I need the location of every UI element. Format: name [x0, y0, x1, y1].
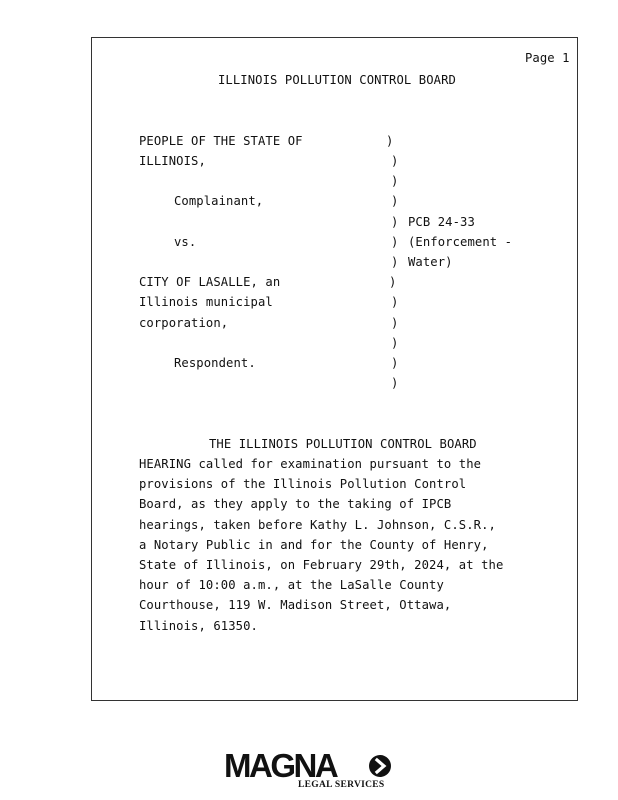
complainant-line-2: ILLINOIS, — [139, 154, 206, 168]
respondent-line-2: Illinois municipal — [139, 295, 273, 309]
caption-bracket: ) — [386, 134, 394, 148]
body-line: State of Illinois, on February 29th, 2024, at the — [139, 558, 504, 572]
body-line: provisions of the Illinois Pollution Control — [139, 477, 467, 491]
caption-bracket: ) — [391, 295, 399, 309]
logo-wordmark: MAGNA — [224, 747, 337, 784]
caption-bracket: ) — [391, 215, 399, 229]
respondent-line-3: corporation, — [139, 316, 229, 330]
case-number: PCB 24-33 — [408, 215, 475, 229]
page-number: Page 1 — [525, 51, 570, 65]
caption-bracket: ) — [391, 154, 399, 168]
chevron-right-icon — [369, 755, 391, 777]
case-type-line-1: (Enforcement - — [408, 235, 513, 249]
body-line: THE ILLINOIS POLLUTION CONTROL BOARD — [209, 437, 477, 451]
magna-logo — [224, 748, 396, 794]
caption-bracket: ) — [391, 376, 399, 390]
page-header: ILLINOIS POLLUTION CONTROL BOARD — [218, 73, 456, 87]
caption-bracket: ) — [391, 316, 399, 330]
caption-bracket: ) — [391, 336, 399, 350]
body-line: hearings, taken before Kathy L. Johnson, C.S.R., — [139, 518, 496, 532]
complainant-line-1: PEOPLE OF THE STATE OF — [139, 134, 303, 148]
body-line: a Notary Public in and for the County of Henry, — [139, 538, 489, 552]
caption-bracket: ) — [391, 235, 399, 249]
logo-subtitle: LEGAL SERVICES — [298, 780, 385, 790]
caption-bracket: ) — [391, 255, 399, 269]
caption-bracket: ) — [391, 356, 399, 370]
body-line: Courthouse, 119 W. Madison Street, Ottawa, — [139, 598, 452, 612]
caption-bracket: ) — [391, 194, 399, 208]
respondent-line-1: CITY OF LASALLE, an — [139, 275, 281, 289]
body-line: hour of 10:00 a.m., at the LaSalle County — [139, 578, 444, 592]
respondent-role: Respondent. — [174, 356, 256, 370]
body-line: Board, as they apply to the taking of IPCB — [139, 497, 452, 511]
versus-label: vs. — [174, 235, 197, 249]
complainant-role: Complainant, — [174, 194, 264, 208]
body-line: HEARING called for examination pursuant to the — [139, 457, 482, 471]
caption-bracket: ) — [391, 174, 399, 188]
body-line: Illinois, 61350. — [139, 619, 258, 633]
case-type-line-2: Water) — [408, 255, 453, 269]
caption-bracket: ) — [389, 275, 397, 289]
